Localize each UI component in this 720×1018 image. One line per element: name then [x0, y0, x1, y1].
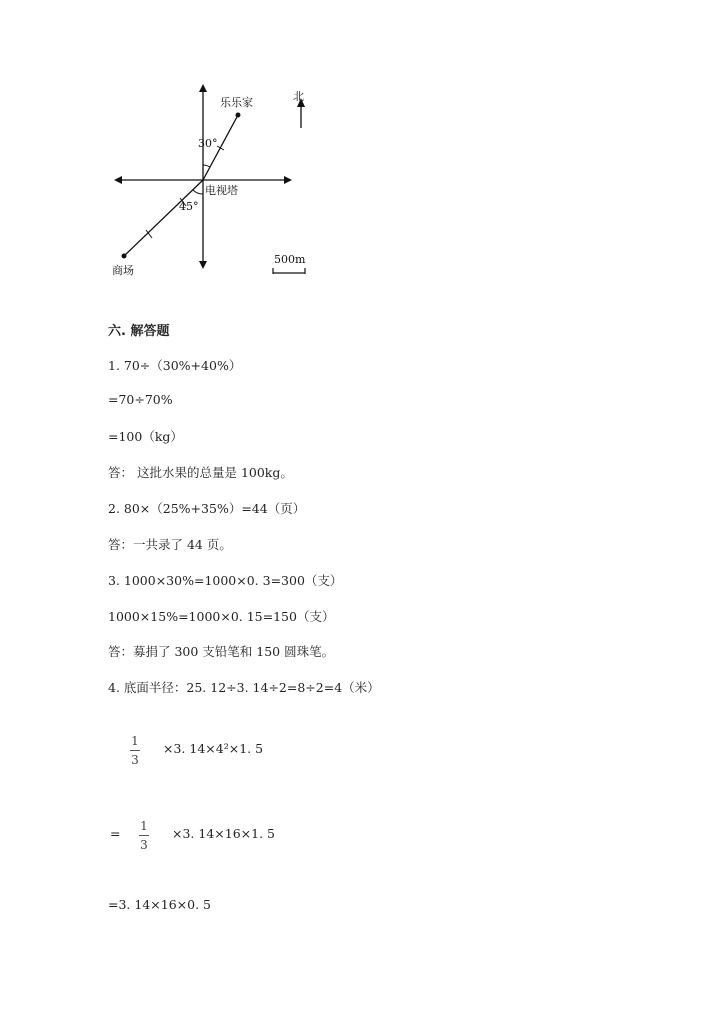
fraction-one-third [130, 734, 140, 767]
formula-equals-sign: = [110, 826, 121, 841]
answer-line: 2. 80×（25%+35%）=44（页） [108, 501, 306, 516]
mall-point [122, 254, 127, 259]
fraction-one-third [139, 819, 149, 852]
fraction-denominator: 3 [131, 753, 139, 767]
formula-volume-expression-2: ×3. 14×16×1. 5 [172, 826, 275, 841]
answer-line: 3. 1000×30%=1000×0. 3=300（支） [108, 573, 343, 588]
scale-label: 500m [274, 253, 306, 266]
section-heading: 六. 解答题 [108, 324, 170, 339]
direction-diagram [100, 80, 340, 280]
fraction-bar [130, 750, 140, 751]
left-arrowhead [114, 176, 122, 184]
lelejia-point [236, 113, 241, 118]
angle-arc-bottom [193, 190, 203, 194]
angle-arc-top [203, 165, 210, 167]
answer-line: 答：募捐了 300 支铅笔和 150 圆珠笔。 [108, 644, 335, 659]
answer-line: 1. 70÷（30%+40%） [108, 358, 242, 373]
lelejia-label: 乐乐家 [220, 96, 253, 109]
answer-line: 1000×15%=1000×0. 15=150（支） [108, 609, 335, 624]
bottom-arrowhead [199, 261, 207, 269]
angle-top-label: 30° [198, 137, 218, 150]
fraction-bar [139, 835, 149, 836]
fraction-denominator: 3 [140, 838, 148, 852]
top-arrowhead [199, 84, 207, 92]
fraction-numerator: 1 [131, 734, 139, 748]
line-to-mall [124, 180, 203, 256]
tower-label: 电视塔 [205, 184, 238, 197]
angle-bottom-label: 45° [179, 200, 199, 213]
answer-line: 4. 底面半径：25. 12÷3. 14÷2=8÷2=4（米） [108, 680, 380, 695]
fraction-numerator: 1 [140, 819, 148, 833]
mall-label: 商场 [112, 264, 134, 277]
formula-volume-expression-3: =3. 14×16×0. 5 [108, 897, 211, 912]
answer-line: 答： 这批水果的总量是 100kg。 [108, 465, 293, 480]
north-label: 北 [293, 90, 304, 103]
right-arrowhead [284, 176, 292, 184]
answer-line: 答：一共录了 44 页。 [108, 537, 232, 552]
diagram-svg [100, 80, 340, 280]
formula-volume-expression: ×3. 14×4²×1. 5 [163, 741, 264, 756]
answer-line: =100（kg） [108, 429, 183, 444]
answer-line: =70÷70% [108, 392, 173, 407]
